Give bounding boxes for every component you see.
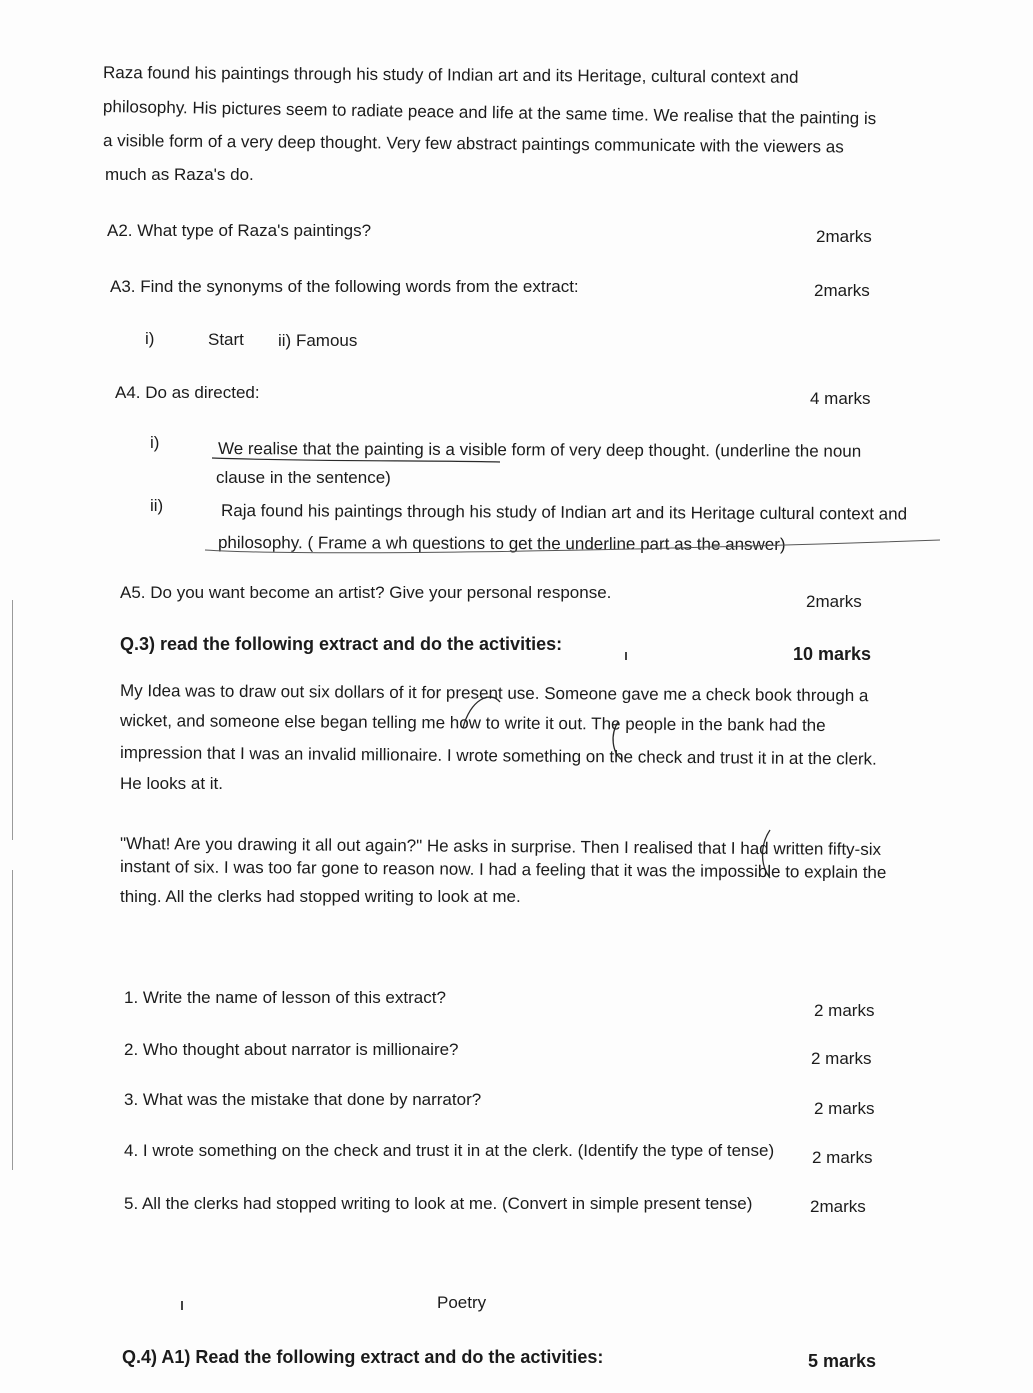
- q3-question-marks: 2marks: [810, 1197, 866, 1216]
- section-heading-poetry: Poetry: [437, 1293, 487, 1312]
- a4-item-ii-line: philosophy. ( Frame a wh questions to get the underline part as the answer): [217, 533, 786, 554]
- q3-passage-line: He looks at it.: [120, 774, 223, 793]
- passage-line: Raza found his paintings through his study of Indian art and its Heritage, cultural context and: [102, 63, 799, 87]
- q3-question-marks: 2 marks: [814, 1001, 875, 1020]
- question-q3-heading: Q.3) read the following extract and do the activities:: [120, 634, 563, 654]
- marks-q4: 5 marks: [808, 1351, 877, 1371]
- question-a5: A5. Do you want become an artist? Give your personal response.: [120, 583, 612, 602]
- question-a4: A4. Do as directed:: [115, 383, 260, 402]
- question-a2: A2. What type of Raza's paintings?: [107, 221, 372, 240]
- q3-question-marks: 2 marks: [812, 1148, 873, 1167]
- pen-mark: [181, 1301, 183, 1310]
- q3-question: 1. Write the name of lesson of this extract?: [124, 988, 446, 1007]
- a3-option-start: Start: [208, 330, 244, 349]
- marks-q3: 10 marks: [793, 644, 872, 664]
- q3-passage-line: impression that I was an invalid millionaire. I wrote something on the check and trust it in at the clerk.: [119, 743, 877, 769]
- q3-question: 4. I wrote something on the check and trust it in at the clerk. (Identify the type of tense): [124, 1141, 775, 1160]
- a4-item-number: ii): [150, 496, 164, 515]
- pen-underline: [212, 458, 500, 462]
- marks-a5: 2marks: [806, 592, 862, 611]
- q3-passage-line: wicket, and someone else began telling me how to write it out. The people in the bank had the: [119, 711, 826, 735]
- q3-question: 3. What was the mistake that done by narrator?: [124, 1090, 482, 1109]
- q3-passage-line: instant of six. I was too far gone to reason now. I had a feeling that it was the impossible to explain the: [119, 857, 887, 883]
- q3-passage-line: My Idea was to draw out six dollars of it for present use. Someone gave me a check book through a: [119, 681, 869, 706]
- q3-question-marks: 2 marks: [814, 1099, 875, 1118]
- passage-line: a visible form of a very deep thought. Very few abstract paintings communicate with the viewers as: [102, 131, 844, 157]
- question-a3: A3. Find the synonyms of the following words from the extract:: [110, 277, 579, 296]
- passage-line: much as Raza's do.: [105, 165, 254, 184]
- marks-a2: 2marks: [816, 227, 872, 246]
- pen-mark: [625, 652, 627, 660]
- q3-question-marks: 2 marks: [811, 1049, 872, 1068]
- q3-question: 5. All the clerks had stopped writing to look at me. (Convert in simple present tense): [124, 1194, 753, 1213]
- marks-a3: 2marks: [814, 281, 870, 300]
- q3-passage-line: "What! Are you drawing it all out again?" He asks in surprise. Then I realised that I had written fifty-six: [119, 834, 882, 859]
- q3-passage-line: thing. All the clerks had stopped writing to look at me.: [120, 887, 521, 906]
- pen-underline: [205, 540, 940, 553]
- a3-option-famous: ii) Famous: [278, 331, 358, 350]
- a3-option-number: i): [145, 329, 155, 348]
- a4-item-i-line: clause in the sentence): [216, 468, 391, 487]
- a4-item-number: i): [150, 433, 160, 452]
- passage-line: philosophy. His pictures seem to radiate peace and life at the same time. We realise that the painting is: [102, 97, 877, 129]
- q3-question: 2. Who thought about narrator is millionaire?: [124, 1040, 459, 1059]
- a4-item-ii-line: Raja found his paintings through his study of Indian art and its Heritage cultural context and: [220, 501, 908, 524]
- a4-item-i-line: We realise that the painting is a visible form of very deep thought. (underline the noun: [217, 439, 862, 461]
- marks-a4: 4 marks: [810, 389, 871, 408]
- question-q4-heading: Q.4) A1) Read the following extract and do the activities:: [122, 1347, 604, 1367]
